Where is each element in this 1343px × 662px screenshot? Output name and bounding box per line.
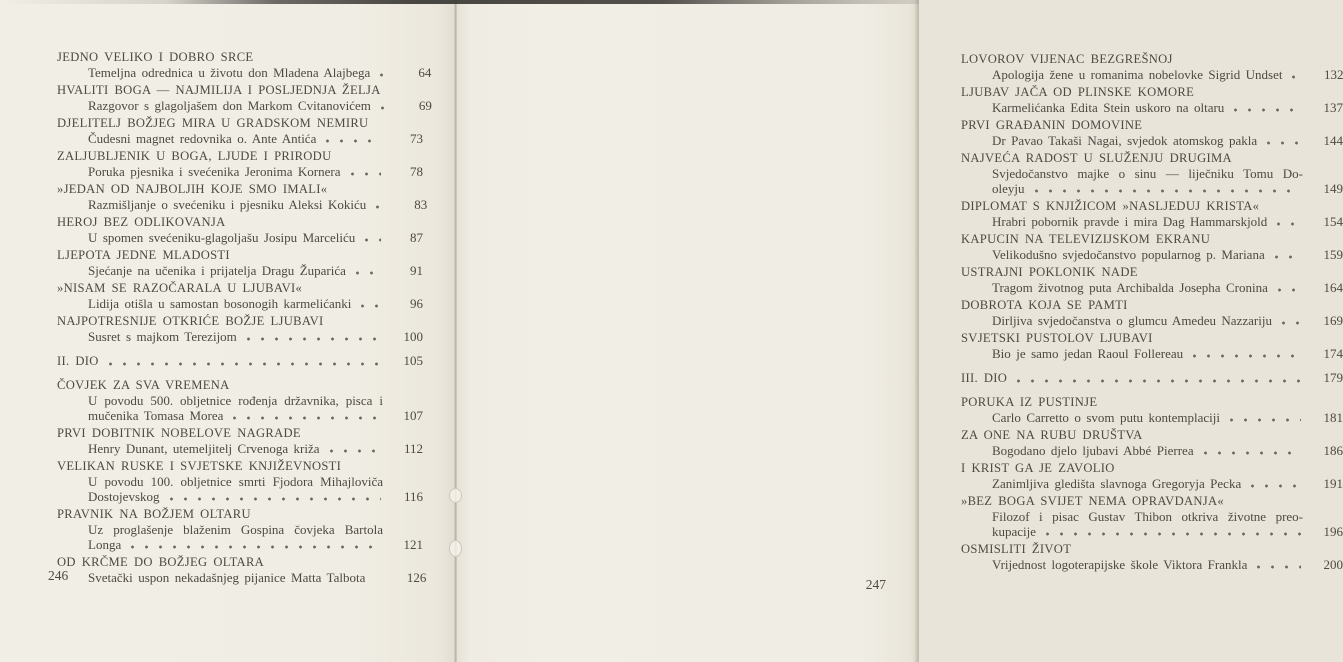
toc-subtitle-row (961, 346, 1343, 361)
page-right (456, 0, 1343, 662)
entry-title: III. DIO (961, 371, 1008, 385)
entry-title: LJEPOTA JEDNE MLADOSTI (57, 248, 230, 262)
entry-subtitle: Velikodušno svjedočanstvo popularnog p. Mariana (992, 247, 1265, 262)
entry-title: LOVOROV VIJENAC BEZGREŠNOJ (961, 52, 1173, 66)
toc-entry (961, 331, 1343, 361)
entry-title: ČOVJEK ZA SVA VREMENA (57, 378, 230, 392)
toc-entry (57, 353, 423, 369)
toc-subtitle-row (57, 570, 427, 585)
page-ref: 144 (1323, 133, 1343, 148)
page-ref: 126 (406, 570, 427, 585)
dot-leader (364, 230, 381, 245)
entry-subtitle: kupacije (992, 524, 1037, 539)
dot-leader (1250, 476, 1301, 491)
entry-title: I KRIST GA JE ZAVOLIO (961, 461, 1115, 475)
entry-title: PORUKA IZ PUSTINJE (961, 395, 1098, 409)
scan-edge-shadow (0, 0, 919, 4)
dot-leader (360, 296, 381, 311)
entry-title: JEDNO VELIKO I DOBRO SRCE (57, 50, 254, 64)
entry-title: PRVI DOBITNIK NOBELOVE NAGRADE (57, 426, 301, 440)
dot-leader (350, 164, 381, 179)
toc-subtitle-row (961, 476, 1343, 491)
toc-entry (57, 378, 423, 423)
toc-subtitle-row (57, 98, 432, 113)
page-ref: 69 (418, 98, 432, 113)
entry-title: USTRAJNI POKLONIK NADE (961, 265, 1138, 279)
page-ref: 116 (403, 489, 423, 504)
entry-subtitle: Razgovor s glagoljašem don Markom Cvitanovićem (88, 98, 371, 113)
toc-subtitle-row (57, 164, 423, 179)
entry-title: SVJETSKI PUSTOLOV LJUBAVI (961, 331, 1153, 345)
toc-subtitle-row (57, 263, 423, 278)
page-ref: 73 (410, 131, 423, 146)
entry-title: VELIKAN RUSKE I SVJETSKE KNJIŽEVNOSTI (57, 459, 342, 473)
dot-leader (1266, 133, 1301, 148)
toc-subtitle-row (961, 214, 1343, 229)
page-ref: 100 (403, 329, 423, 344)
entry-subtitle: Bogodano djelo ljubavi Abbé Pierrea (992, 443, 1194, 458)
toc-subtitle-row (961, 280, 1343, 295)
entry-subtitle: Bio je samo jedan Raoul Follereau (992, 346, 1184, 361)
entry-subtitle: Dirljiva svjedočanstva o glumcu Amedeu Nazzariju (992, 313, 1272, 328)
entry-subtitle: Dr Pavao Takaši Nagai, svjedok atomskog pakla (992, 133, 1258, 148)
page-number-right: 247 (865, 577, 886, 592)
toc-entry (57, 426, 423, 456)
entry-subtitle: U povodu 100. obljetnice smrti Fjodora Mihajloviča (88, 474, 383, 489)
page-ref: 200 (1323, 557, 1343, 572)
toc-subtitle-row (57, 489, 423, 504)
entry-subtitle: Lidija otišla u samostan bosonogih karmelićanki (88, 296, 352, 311)
dot-leader (1045, 524, 1301, 539)
toc-entry (961, 298, 1343, 328)
dot-leader (1256, 557, 1301, 572)
entry-subtitle: Filozof i pisac Gustav Thibon otkriva životne preo- (992, 509, 1303, 524)
toc-entry (961, 395, 1343, 425)
page-ref: 137 (1323, 100, 1343, 115)
page-ref: 169 (1323, 313, 1343, 328)
dot-leader (108, 353, 381, 369)
entry-subtitle: Henry Dunant, utemeljitelj Crvenoga križa (88, 441, 320, 456)
page-ref: 87 (410, 230, 423, 245)
page-ref: 91 (410, 263, 423, 278)
toc-subtitle-row (57, 329, 423, 344)
toc-subtitle-row (961, 524, 1343, 539)
entry-subtitle: Uz proglašenje blaženim Gospina čovjeka Bartola (88, 522, 383, 537)
entry-subtitle: Susret s majkom Terezijom (88, 329, 237, 344)
page-ref: 64 (418, 65, 432, 80)
entry-title: ZALJUBLJENIK U BOGA, LJUDE I PRIRODU (57, 149, 332, 163)
entry-subtitle: Svjedočanstvo majke o sinu — liječniku Tomu Do- (992, 166, 1303, 181)
page-ref: 164 (1323, 280, 1343, 295)
page-ref: 78 (410, 164, 423, 179)
entry-title: ZA ONE NA RUBU DRUŠTVA (961, 428, 1143, 442)
dot-leader (375, 197, 385, 212)
entry-title: KAPUCIN NA TELEVIZIJSKOM EKRANU (961, 232, 1211, 246)
entry-title: »BEZ BOGA SVIJET NEMA OPRAVDANJA« (961, 494, 1224, 508)
dot-leader (325, 131, 381, 146)
dot-leader (329, 441, 381, 456)
toc-right (961, 52, 1343, 575)
dot-leader (1277, 280, 1301, 295)
dot-leader (1233, 100, 1301, 115)
dot-leader (246, 329, 381, 344)
dot-leader (379, 65, 389, 80)
toc-title-row (57, 353, 423, 369)
toc-subtitle-row (961, 410, 1343, 425)
entry-title: PRVI GRAĐANIN DOMOVINE (961, 118, 1143, 132)
toc-subtitle-row (57, 65, 432, 80)
entry-title: DIPLOMAT S KNJIŽICOM »NASLJEDUJ KRISTA« (961, 199, 1260, 213)
dot-leader (1034, 181, 1302, 196)
toc-entry (961, 542, 1343, 572)
page-ref: 83 (414, 197, 428, 212)
toc-entry (961, 232, 1343, 262)
entry-subtitle: Razmišljanje o svećeniku i pjesniku Aleksi Kokiću (88, 197, 367, 212)
page-ref: 112 (403, 441, 423, 456)
entry-title: PRAVNIK NA BOŽJEM OLTARU (57, 507, 251, 521)
toc-subtitle-row (57, 537, 423, 552)
toc-subtitle-row (57, 131, 423, 146)
page-ref: 159 (1323, 247, 1343, 262)
page-number-left: 246 (48, 568, 69, 583)
toc-subtitle-row (961, 67, 1343, 82)
entry-subtitle: Temeljna odrednica u životu don Mladena Alajbega (88, 65, 371, 80)
toc-entry (961, 151, 1343, 196)
toc-subtitle-row (57, 296, 423, 311)
entry-subtitle: Hrabri pobornik pravde i mira Dag Hammarskjold (992, 214, 1268, 229)
entry-subtitle: Dostojevskog (88, 489, 160, 504)
entry-title: OSMISLITI ŽIVOT (961, 542, 1072, 556)
entry-title: NAJPOTRESNIJE OTKRIĆE BOŽJE LJUBAVI (57, 314, 324, 328)
entry-subtitle: Karmelićanka Edita Stein uskoro na oltaru (992, 100, 1225, 115)
page-ref: 186 (1323, 443, 1343, 458)
toc-entry (57, 50, 432, 80)
book-gutter (454, 0, 457, 662)
toc-subtitle-row (961, 247, 1343, 262)
page-ref: 191 (1323, 476, 1343, 491)
toc-subtitle-row (57, 408, 423, 423)
page-ref: 154 (1323, 214, 1343, 229)
toc-title-row (961, 370, 1343, 386)
entry-subtitle: Poruka pjesnika i svećenika Jeronima Kornera (88, 164, 341, 179)
entry-subtitle: Čudesni magnet redovnika o. Ante Antića (88, 131, 317, 146)
toc-subtitle-row (961, 557, 1343, 572)
toc-subtitle-row (961, 100, 1343, 115)
entry-subtitle: Vrijednost logoterapijske škole Viktora Frankla (992, 557, 1248, 572)
entry-title: II. DIO (57, 354, 99, 368)
page-ref: 179 (1323, 370, 1343, 385)
dot-leader (1274, 247, 1301, 262)
dot-leader (1281, 313, 1301, 328)
toc-entry (57, 149, 423, 179)
binding-stitch (449, 540, 462, 557)
page-ref: 174 (1323, 346, 1343, 361)
dot-leader (1192, 346, 1301, 361)
entry-subtitle: U povodu 500. obljetnice rođenja državnika, pisca i (88, 393, 383, 408)
entry-subtitle: Tragom životnog puta Archibalda Josepha Cronina (992, 280, 1268, 295)
entry-title: HEROJ BEZ ODLIKOVANJA (57, 215, 226, 229)
toc-entry (961, 265, 1343, 295)
toc-subtitle-row (57, 197, 428, 212)
toc-entry (57, 83, 432, 113)
entry-title: LJUBAV JAČA OD PLINSKE KOMORE (961, 85, 1195, 99)
entry-title: »JEDAN OD NAJBOLJIH KOJE SMO IMALI« (57, 182, 328, 196)
toc-entry (57, 459, 423, 504)
toc-entry (961, 461, 1343, 491)
toc-left (57, 50, 432, 588)
toc-entry (961, 494, 1343, 539)
dot-leader (1203, 443, 1301, 458)
dot-leader (374, 570, 384, 585)
dot-leader (355, 263, 381, 278)
page-ref: 96 (410, 296, 423, 311)
entry-subtitle: Sjećanje na učenika i prijatelja Dragu Župarića (88, 263, 346, 278)
page-ref: 121 (403, 537, 423, 552)
entry-title: »NISAM SE RAZOČARALA U LJUBAVI« (57, 281, 303, 295)
page-ref: 132 (1323, 67, 1343, 82)
entry-subtitle: Zanimljiva gledišta slavnoga Gregoryja Pecka (992, 476, 1242, 491)
entry-subtitle: mučenika Tomasa Morea (88, 408, 224, 423)
entry-subtitle: Carlo Carretto o svom putu kontemplaciji (992, 410, 1220, 425)
toc-entry (57, 116, 423, 146)
dot-leader (169, 489, 382, 504)
entry-title: DJELITELJ BOŽJEG MIRA U GRADSKOM NEMIRU (57, 116, 369, 130)
dot-leader (1016, 370, 1301, 386)
toc-entry (57, 215, 423, 245)
toc-entry (57, 182, 428, 212)
page-ref: 181 (1323, 410, 1343, 425)
toc-subtitle-row (961, 443, 1343, 458)
binding-stitch (449, 488, 462, 503)
entry-subtitle: Apologija žene u romanima nobelovke Sigrid Undset (992, 67, 1283, 82)
toc-entry (57, 555, 427, 585)
dot-leader (1291, 67, 1301, 82)
toc-entry (57, 248, 423, 278)
toc-subtitle-row (961, 181, 1343, 196)
dot-leader (380, 98, 390, 113)
toc-entry (961, 85, 1343, 115)
entry-subtitle: Svetački uspon nekadašnjeg pijanice Matta Talbota (88, 570, 366, 585)
toc-entry (961, 370, 1343, 386)
page-ref: 196 (1323, 524, 1343, 539)
dot-leader (1229, 410, 1301, 425)
entry-subtitle: Longa (88, 537, 122, 552)
entry-title: DOBROTA KOJA SE PAMTI (961, 298, 1128, 312)
page-ref: 105 (403, 353, 423, 368)
toc-subtitle-row (961, 133, 1343, 148)
entry-title: NAJVEĆA RADOST U SLUŽENJU DRUGIMA (961, 151, 1232, 165)
entry-subtitle: oleyju (992, 181, 1025, 196)
page-ref: 107 (403, 408, 423, 423)
toc-entry (961, 118, 1343, 148)
dot-leader (232, 408, 381, 423)
toc-subtitle-row (961, 313, 1343, 328)
toc-entry (961, 428, 1343, 458)
entry-subtitle: U spomen svećeniku-glagoljašu Josipu Marceliću (88, 230, 356, 245)
page-left (0, 0, 456, 662)
page-edge-shade (914, 0, 919, 662)
toc-entry (57, 507, 423, 552)
entry-title: OD KRČME DO BOŽJEG OLTARA (57, 555, 265, 569)
toc-subtitle-row (57, 230, 423, 245)
toc-entry (57, 314, 423, 344)
toc-entry (57, 281, 423, 311)
entry-title: HVALITI BOGA — NAJMILIJA I POSLJEDNJA ŽELJA (57, 83, 381, 97)
toc-entry (961, 199, 1343, 229)
toc-subtitle-row (57, 441, 423, 456)
toc-entry (961, 52, 1343, 82)
page-ref: 149 (1323, 181, 1343, 196)
dot-leader (130, 537, 381, 552)
dot-leader (1276, 214, 1301, 229)
